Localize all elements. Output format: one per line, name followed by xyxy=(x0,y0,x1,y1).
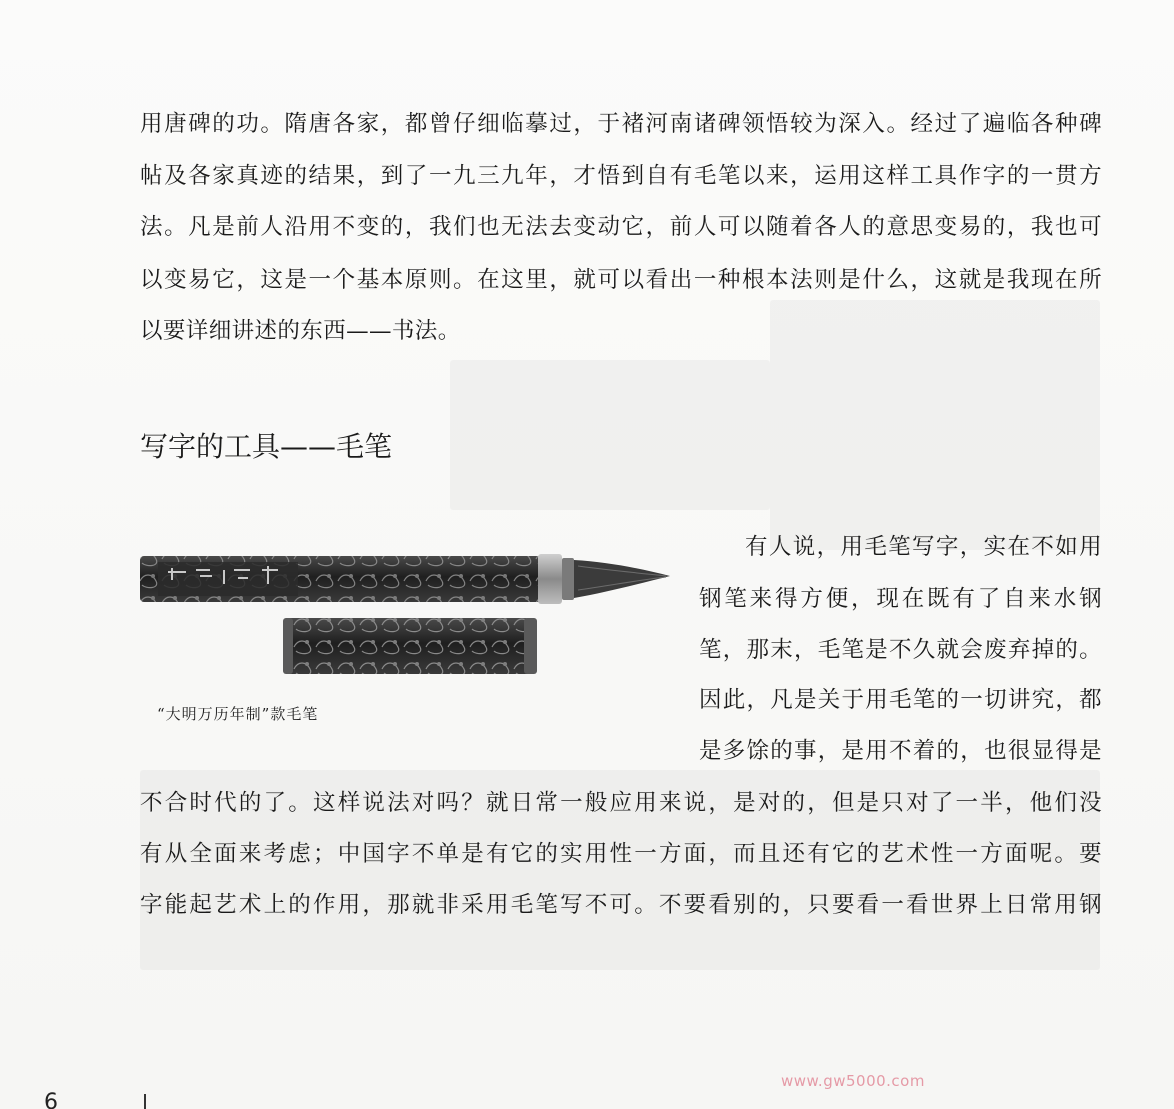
watermark: www.gw5000.com xyxy=(781,1072,925,1090)
paragraph-2-line: 钢笔来得方便，现在既有了自来水钢 xyxy=(699,586,1102,612)
paragraph-1-line: 以要详细讲述的东西——书法。 xyxy=(140,318,461,344)
brush-barrel xyxy=(140,554,574,604)
brush-cap xyxy=(283,618,537,674)
paragraph-2-line: 字能起艺术上的作用，那就非采用毛笔写不可。不要看别的，只要看一看世界上日常用钢 xyxy=(140,892,1102,918)
paragraph-2-line: 因此，凡是关于用毛笔的一切讲究，都 xyxy=(699,687,1102,713)
paragraph-2-line: 不合时代的了。这样说法对吗？就日常一般应用来说，是对的，但是只对了一半，他们没 xyxy=(140,790,1102,816)
paragraph-1-line: 法。凡是前人沿用不变的，我们也无法去变动它，前人可以随着各人的意思变易的，我也可 xyxy=(140,214,1102,240)
section-title: 写字的工具——毛笔 xyxy=(140,430,393,463)
brush-figure xyxy=(138,548,678,688)
footer-divider xyxy=(144,1094,146,1109)
paragraph-2-line: 是多馀的事，是用不着的，也很显得是 xyxy=(699,738,1102,764)
paragraph-2-line: 有从全面来考虑；中国字不单是有它的实用性一方面，而且还有它的艺术性一方面呢。要 xyxy=(140,841,1102,867)
page-number: 6 xyxy=(44,1090,58,1109)
paragraph-2-line: 有人说，用毛笔写字，实在不如用 xyxy=(745,534,1102,560)
paragraph-1-line: 以变易它，这是一个基本原则。在这里，就可以看出一种根本法则是什么，这就是我现在所 xyxy=(140,267,1102,293)
paragraph-1-line: 用唐碑的功。隋唐各家，都曾仔细临摹过，于褚河南诸碑领悟较为深入。经过了遍临各种碑 xyxy=(140,111,1102,137)
bleed-through-shade xyxy=(450,360,770,510)
figure-caption: “大明万历年制”款毛笔 xyxy=(157,705,319,723)
brush-tip xyxy=(574,560,670,598)
paragraph-1-line: 帖及各家真迹的结果，到了一九三九年，才悟到自有毛笔以来，运用这样工具作字的一贯方 xyxy=(140,163,1102,189)
paragraph-2-line: 笔，那末，毛笔是不久就会废弃掉的。 xyxy=(699,637,1102,663)
brush-image xyxy=(138,548,678,688)
